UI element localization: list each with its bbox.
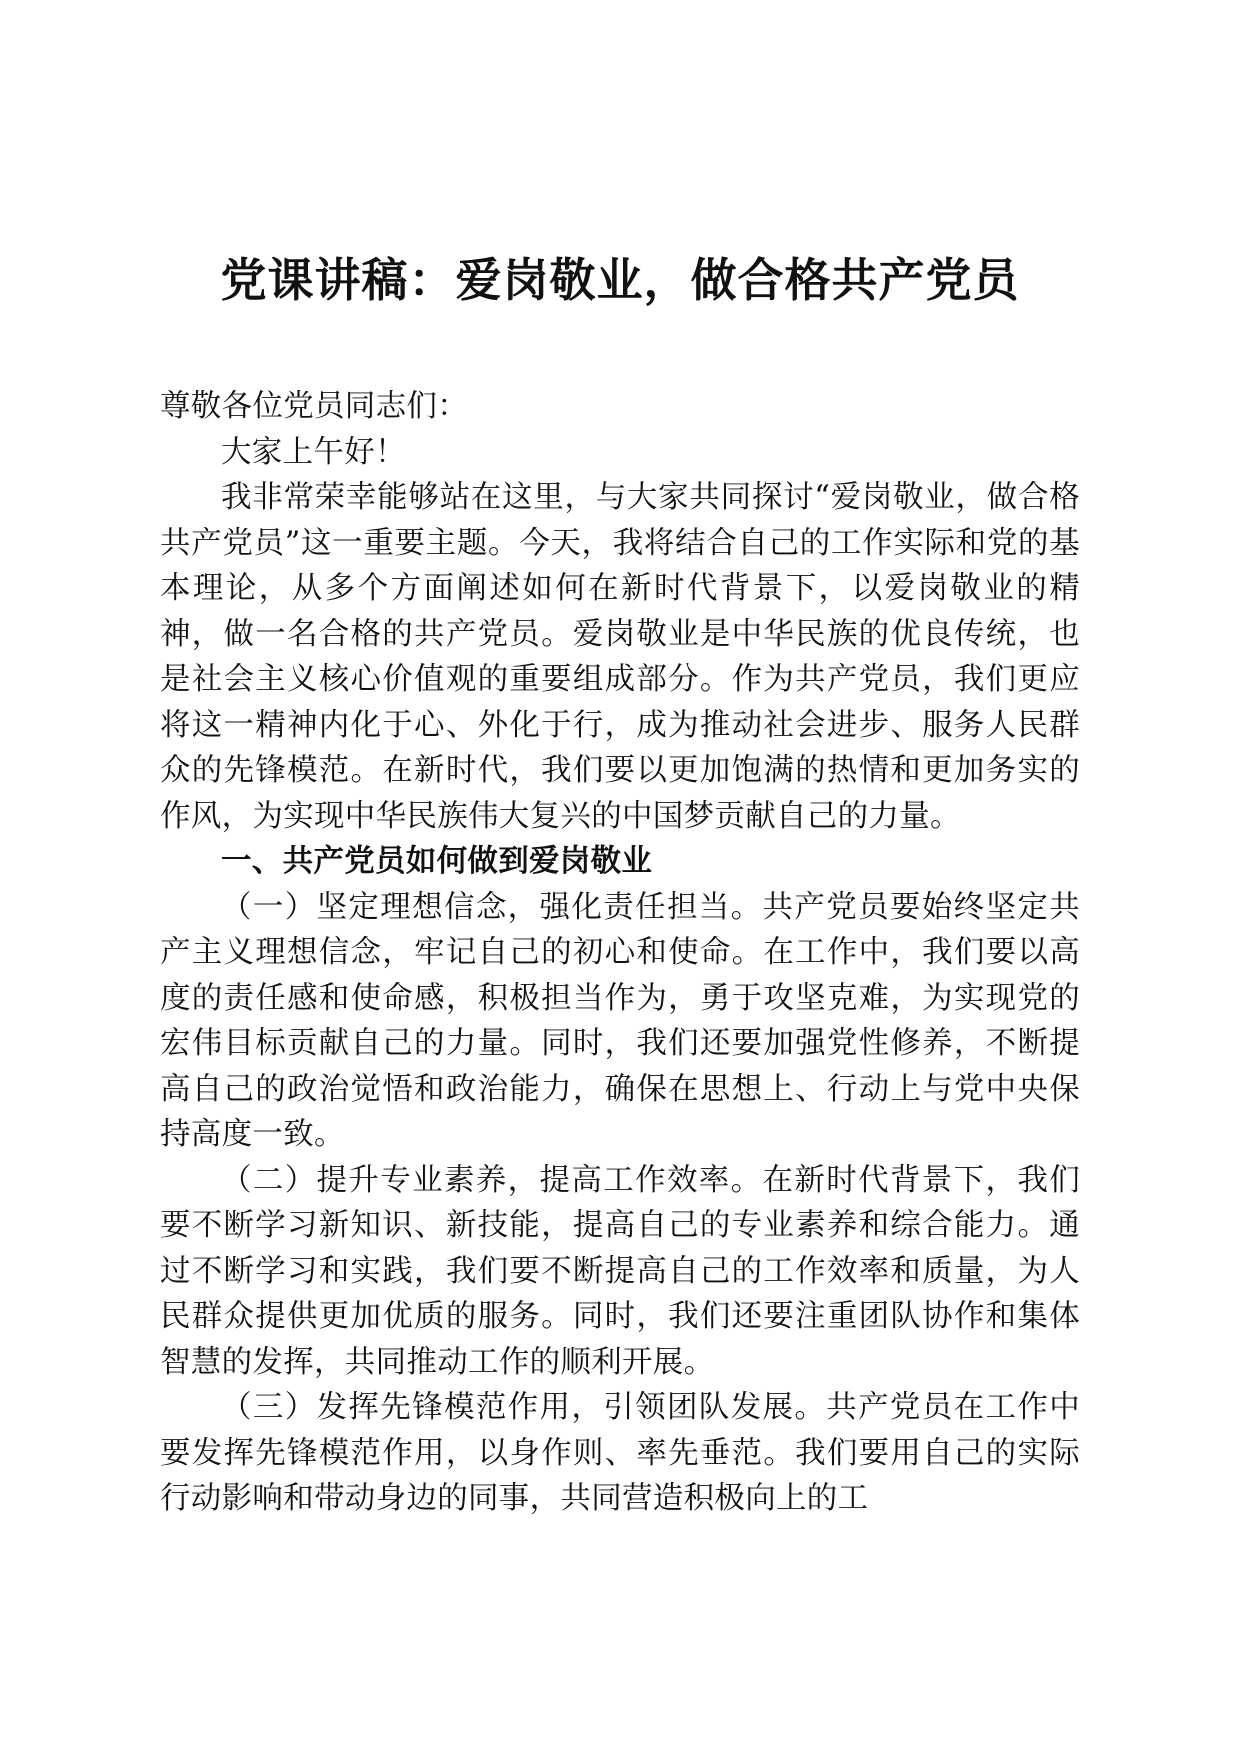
intro-paragraph: 我非常荣幸能够站在这里，与大家共同探讨“爱岗敬业，做合格共产党员”这一重要主题。今天，我将结合自己的工作实际和党的基本理论，从多个方面阐述如何在新时代背景下，以爱岗敬业的精神，做一名合格的共产党员。爱岗敬业是中华民族的优良传统，也是社会主义核心价值观的重要组成部分。作为共产党员，我们更应将这一精神内化于心、外化于行，成为推动社会进步、服务人民群众的先锋模范。在新时代，我们要以更加饱满的热情和更加务实的作风，为实现中华民族伟大复兴的中国梦贡献自己的力量。	[160, 480, 1080, 834]
section-heading-1: 一、共产党员如何做到爱岗敬业	[221, 844, 653, 879]
salutation: 尊敬各位党员同志们：	[160, 389, 468, 424]
point-paragraph-3: （三）发挥先锋模范作用，引领团队发展。共产党员在工作中要发挥先锋模范作用，以身作则、率先垂范。我们要用自己的实际行动影响和带动身边的同事，共同营造积极向上的工	[160, 1390, 1080, 1516]
document-title: 党课讲稿：爱岗敬业，做合格共产党员	[220, 253, 1020, 307]
greeting: 大家上午好！	[221, 434, 406, 470]
document-body	[160, 384, 1080, 1522]
point-paragraph-1: （一）坚定理想信念，强化责任担当。共产党员要始终坚定共产主义理想信念，牢记自己的初心和使命。在工作中，我们要以高度的责任感和使命感，积极担当作为，勇于攻坚克难，为实现党的宏伟目标贡献自己的力量。同时，我们还要加强党性修养，不断提高自己的政治觉悟和政治能力，确保在思想上、行动上与党中央保持高度一致。	[160, 889, 1080, 1152]
point-paragraph-2: （二）提升专业素养，提高工作效率。在新时代背景下，我们要不断学习新知识、新技能，提高自己的专业素养和综合能力。通过不断学习和实践，我们要不断提高自己的工作效率和质量，为人民群众提供更加优质的服务。同时，我们还要注重团队协作和集体智慧的发挥，共同推动工作的顺利开展。	[160, 1162, 1080, 1380]
